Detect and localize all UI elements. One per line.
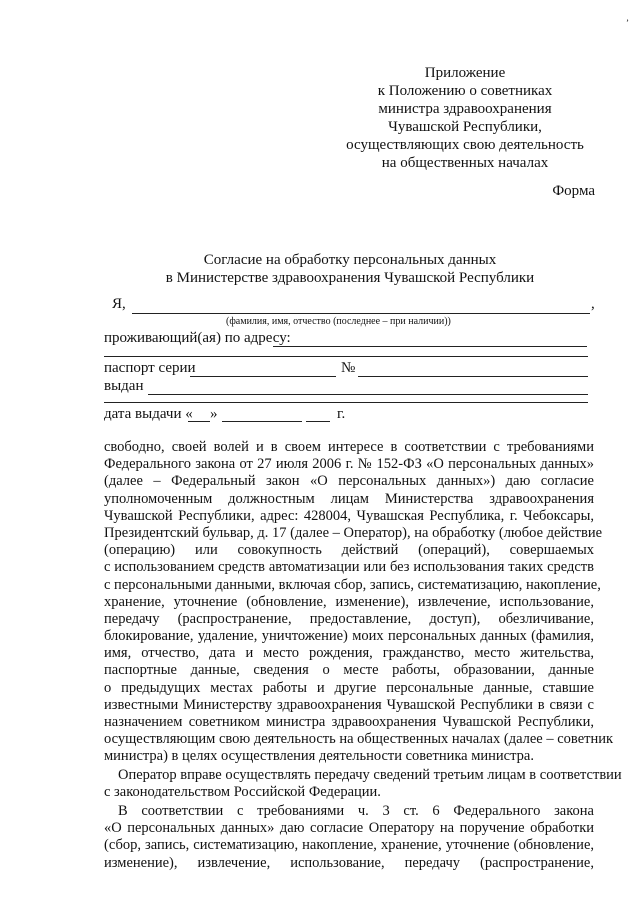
appendix-line: Приложение (424, 65, 506, 81)
paragraph-line: паспортные данные, сведения о месте работы, образовании, данные (104, 662, 594, 679)
paragraph-line: свободно, своей волей и в своем интересе в соответствии с требованиями (104, 439, 594, 455)
paragraph-line: (операцию) или совокупность действий (операций), совершаемых (104, 542, 594, 559)
issue-year-field[interactable] (306, 421, 330, 422)
appendix-line: осуществляющих свою деятельность (346, 137, 584, 153)
paragraph-line: (сбор, запись, систематизацию, накопление, хранение, уточнение (обновление, (104, 837, 594, 854)
address-field-line2[interactable] (104, 356, 588, 357)
appendix-line: на общественных началах (381, 155, 549, 171)
paragraph-line: назначением советником министра здравоохранения Чувашской Республики, (104, 714, 594, 730)
document-title-line2: в Министерстве здравоохранения Чувашской Республики (165, 270, 535, 286)
paragraph-line: министра) в целях осуществления деятельности советника министра. (104, 748, 534, 765)
paragraph-line: с персональными данными, включая сбор, запись, систематизацию, накопление, (104, 576, 601, 593)
paragraph-line: с законодательством Российской Федерации. (104, 784, 381, 801)
consent-paragraph-2 (104, 767, 622, 801)
issue-date-label: дата выдачи « (104, 406, 193, 422)
ya-comma: , (591, 296, 595, 312)
paragraph-line: имя, отчество, дата и место рождения, гражданство, место жительства, (104, 645, 594, 662)
address-label: проживающий(ая) по адресу: (104, 330, 291, 346)
paragraph-line: о предыдущих местах работы и другие персональные данные, ставшие (104, 679, 594, 696)
corner-mark: ʼ (626, 18, 629, 28)
paragraph-line: блокирование, удаление, уничтожение) моих персональных данных (фамилия, (104, 628, 594, 645)
paragraph-line: уполномоченным должностным лицам Министерства здравоохранения (104, 490, 594, 507)
issue-date-quote: » (210, 406, 218, 422)
paragraph-line: с использованием средств автоматизации или без использования таких средств (104, 559, 594, 576)
paragraph-line: осуществляющим свою деятельность на общественных началах (далее – советник (104, 731, 614, 748)
paragraph-line: Федерального закона от 27 июля 2006 г. № 152-ФЗ «О персональных данных» (104, 456, 594, 473)
passport-series-label: паспорт серии (104, 360, 196, 376)
issued-field-line1[interactable] (148, 394, 588, 395)
passport-number-label: № (341, 360, 356, 376)
appendix-header (330, 64, 600, 172)
paragraph-line: Президентский бульвар, д. 17 (далее – Оператор), на обработку (любое действие (104, 524, 603, 541)
form-label: Форма (552, 183, 595, 199)
consent-paragraph-1 (104, 439, 614, 766)
full-name-hint: (фамилия, имя, отчество (последнее – при наличии)) (226, 316, 451, 327)
appendix-line: Чувашской Республики, (388, 119, 542, 135)
paragraph-line: хранение, уточнение (обновление, изменение), извлечение, использование, (104, 593, 594, 610)
paragraph-line: известными Министерству здравоохранения Чувашской Республики в связи с (104, 696, 594, 713)
issue-month-field[interactable] (222, 421, 302, 422)
address-field-line1[interactable] (273, 346, 587, 347)
appendix-line: министра здравоохранения (378, 101, 552, 117)
paragraph-line: изменение), извлечение, использование, передачу (распространение, (104, 854, 594, 871)
issued-label: выдан (104, 378, 144, 394)
paragraph-line: Оператор вправе осуществлять передачу сведений третьим лицам в соответствии (118, 767, 622, 783)
issue-day-field[interactable] (188, 421, 210, 422)
appendix-line: к Положению о советниках (377, 83, 553, 99)
issue-year-suffix: г. (337, 406, 346, 422)
ya-label: Я, (112, 296, 126, 312)
paragraph-line: Чувашской Республики, адрес: 428004, Чувашская Республика, г. Чебоксары, (104, 507, 594, 524)
paragraph-line: (далее – Федеральный закон «О персональных данных») даю согласие (104, 473, 594, 490)
paragraph-line: В соответствии с требованиями ч. 3 ст. 6 Федерального закона (118, 803, 594, 819)
passport-number-field[interactable] (358, 376, 588, 377)
issued-field-line2[interactable] (104, 402, 588, 403)
consent-paragraph-3 (104, 803, 594, 872)
paragraph-line: «О персональных данных» даю согласие Оператору на поручение обработки (104, 820, 594, 837)
passport-series-field[interactable] (190, 376, 336, 377)
document-title-line1: Согласие на обработку персональных данных (203, 252, 497, 268)
paragraph-line: передачу (распространение, предоставление, доступ), обезличивание, (104, 610, 594, 627)
full-name-field[interactable] (132, 313, 590, 314)
